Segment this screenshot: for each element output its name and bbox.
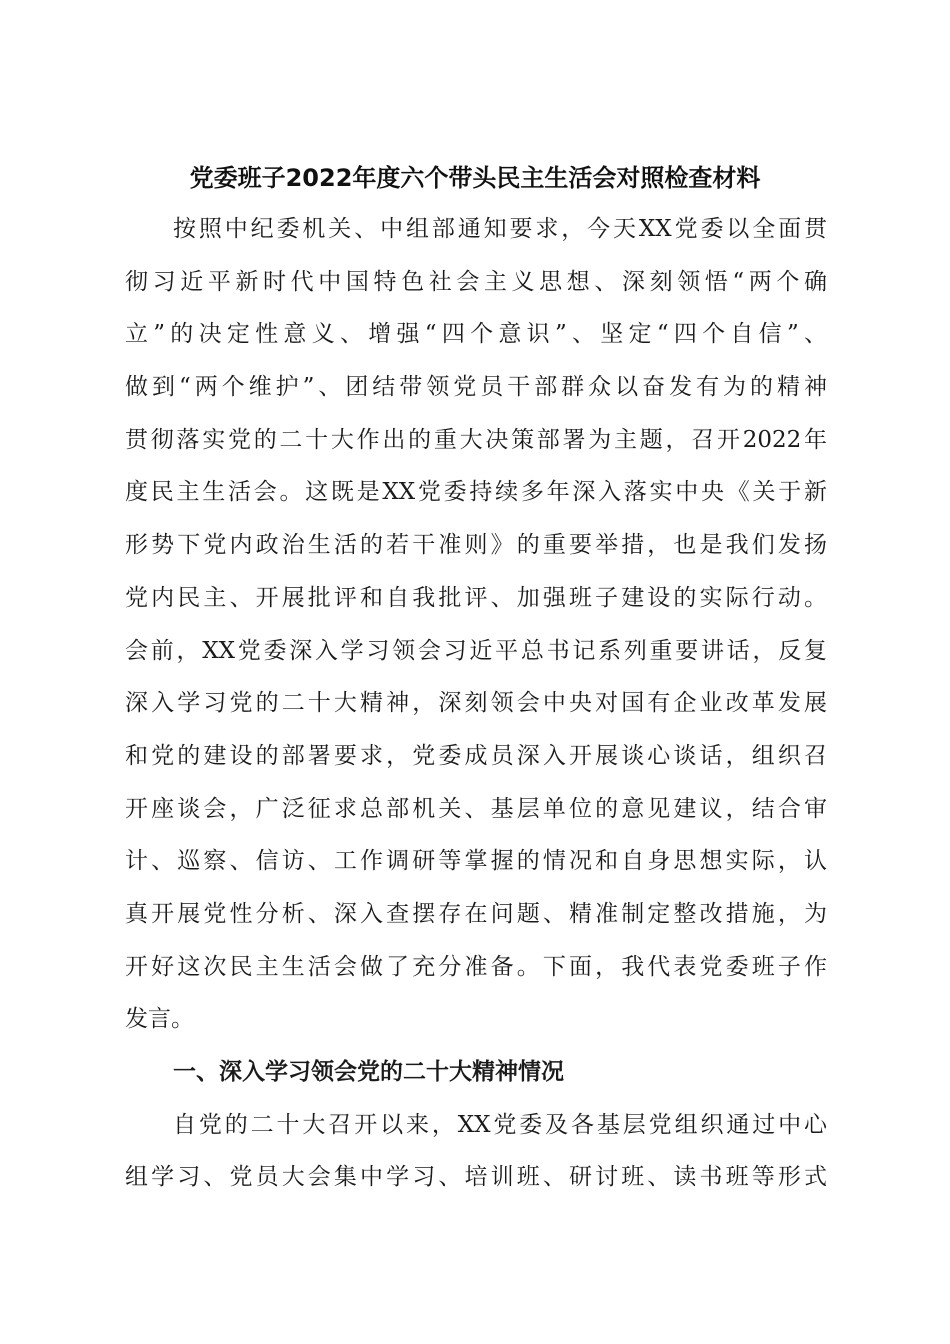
paragraph-line: 深入学习党的二十大精神，深刻领会中央对国有企业改革发展 — [125, 690, 827, 717]
paragraph-line: 贯彻落实党的二十大作出的重大决策部署为主题，召开2022年 — [125, 426, 827, 453]
document-body — [125, 213, 827, 1214]
paragraph-line: 形势下党内政治生活的若干准则》的重要举措，也是我们发扬 — [125, 532, 827, 559]
paragraph-line: 开座谈会，广泛征求总部机关、基层单位的意见建议，结合审 — [125, 795, 827, 822]
paragraph-line: 彻习近平新时代中国特色社会主义思想、深刻领悟“两个确 — [125, 268, 827, 295]
paragraph-line: 和党的建设的部署要求，党委成员深入开展谈心谈话，组织召 — [125, 742, 827, 769]
paragraph-line: 计、巡察、信访、工作调研等掌握的情况和自身思想实际，认 — [125, 848, 827, 875]
paragraph-line: 发言。 — [125, 1006, 194, 1033]
paragraph-line: 组学习、党员大会集中学习、培训班、研讨班、读书班等形式 — [125, 1164, 827, 1191]
paragraph-line: 开好这次民主生活会做了充分准备。下面，我代表党委班子作 — [125, 953, 827, 980]
paragraph-line: 自党的二十大召开以来，XX党委及各基层党组织通过中心 — [173, 1111, 827, 1138]
paragraph-line: 度民主生活会。这既是XX党委持续多年深入落实中央《关于新 — [125, 479, 827, 506]
paragraph-line: 党内民主、开展批评和自我批评、加强班子建设的实际行动。 — [125, 584, 827, 611]
paragraph-line: 真开展党性分析、深入查摆存在问题、精准制定整改措施，为 — [125, 900, 827, 927]
paragraph-line: 做到“两个维护”、团结带领党员干部群众以奋发有为的精神 — [125, 374, 827, 401]
section-heading: 一、深入学习领会党的二十大精神情况 — [173, 1059, 564, 1085]
paragraph-line: 会前，XX党委深入学习领会习近平总书记系列重要讲话，反复 — [125, 637, 827, 664]
paragraph-line: 按照中纪委机关、中组部通知要求，今天XX党委以全面贯 — [173, 216, 827, 242]
paragraph-line: 立”的决定性意义、增强“四个意识”、坚定“四个自信”、 — [125, 321, 827, 348]
document-title: 党委班子2022年度六个带头民主生活会对照检查材料 — [189, 164, 761, 192]
